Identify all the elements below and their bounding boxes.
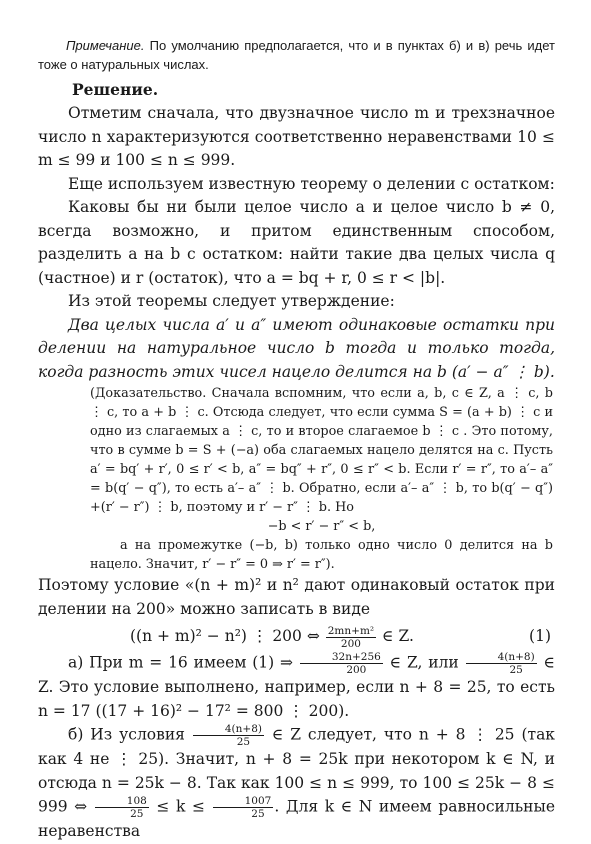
part-b-fraction-3 (213, 795, 274, 820)
theorem-paragraph: Каковы бы ни были целое число a и целое число b ≠ 0, всегда возможно, и притом единственным способом, разделить a на b с остатком: найти такие два целых числа q (частное) и r (остаток), что a = bq + r, 0 ≤ r < |b|. (38, 198, 555, 287)
paragraph-4: Из этой теоремы следует утверждение: (68, 292, 395, 310)
equation-1 (38, 621, 555, 651)
note-label: Примечание. (66, 38, 145, 53)
paragraph-1: Отметим сначала, что двузначное число m и трехзначное число n характеризуются соответственно неравенствами 10 ≤ m ≤ 99 и 100 ≤ n ≤ 999. (38, 104, 555, 169)
part-a-text-2: ∈ Z, или (383, 653, 465, 672)
note-text: По умолчанию предполагается, что и в пунктах б) и в) речь идет тоже о натуральных числах. (38, 38, 555, 72)
paragraph-6: Поэтому условие «(n + m)² и n² дают одинаковый остаток при делении на 200» можно записать в виде (38, 576, 555, 618)
part-b-fraction-2 (95, 795, 149, 820)
part-b-paragraph (38, 723, 555, 844)
equation-1-body (130, 621, 414, 651)
part-a-paragraph (38, 651, 555, 723)
fraction-denominator: 25 (236, 736, 251, 748)
part-b-text-4: . Для k ∈ N имеем равносильные неравенства (38, 797, 556, 840)
eq1-left: ((n + m)² − n²) ⋮ 200 ⇔ (130, 627, 325, 645)
fraction-denominator: 200 (340, 637, 361, 650)
statement-paragraph: Два целых числа a′ и a″ имеют одинаковые остатки при делении на натуральное число b тогда и только тогда, когда разность этих чисел нацело делится на b (a′ − a″ ⋮ b). (38, 315, 555, 381)
eq1-fraction (326, 625, 376, 650)
note-paragraph (38, 36, 555, 74)
part-b-text-3: ≤ k ≤ (149, 797, 212, 816)
fraction-numerator: 1007 (213, 795, 274, 808)
fraction-numerator: 4(n+8) (466, 651, 537, 664)
part-a-fraction-2 (466, 651, 537, 676)
part-b-text-1: б) Из условия (68, 725, 192, 744)
fraction-numerator: 32n+256 (300, 651, 383, 664)
proof-inequality: −b < r′ − r″ < b, (267, 519, 376, 534)
fraction-numerator: 2mn+m² (327, 624, 375, 637)
fraction-denominator: 25 (130, 808, 144, 820)
equation-number: (1) (529, 627, 551, 645)
part-a-text-3: ∈ Z. Это условие выполнено, например, если n + 8 = 25, то есть n = 17 ((17 + 16)² − 17² = 800 ⋮ 200). (38, 653, 555, 720)
fraction-denominator: 25 (509, 664, 523, 676)
paragraph-2: Еще используем известную теорему о делении с остатком: (68, 174, 555, 193)
fraction-denominator: 25 (251, 808, 265, 820)
proof-text: (Доказательство. Сначала вспомним, что если a, b, c ∈ Z, a ⋮ c, b ⋮ c, то a + b ⋮ c. Отсюда следует, что если сумма S = (a + b) ⋮ c и одно из слагаемых a ⋮ c, то и второе слагаемое b ⋮ c . Это потому, что в сумме b = S + (−a) оба слагаемых нацело делятся на c. Пусть a′ = bq′ + r′, 0 ≤ r′ < b, a″ = bq″ + r″, 0 ≤ r″ < b. Если r′ = r″, то a′– a″ = b(q′ − q″), то есть a′– a″ ⋮ b. Обратно, если a′– a″ ⋮ b, то b(q′ − q″) +(r′ − r″) ⋮ b, поэтому и r′ − r″ ⋮ b. Но (90, 386, 553, 515)
solution-heading: Решение. (72, 80, 159, 99)
proof-conclusion: а на промежутке (−b, b) только одно число 0 делится на b нацело. Значит, r′ − r″ = 0 ⇒ r′ = r″). (90, 538, 553, 572)
fraction-numerator: 4(n+8) (193, 723, 264, 736)
fraction-numerator: 108 (95, 795, 149, 808)
part-a-text-1: а) При m = 16 имеем (1) ⇒ (68, 653, 299, 672)
part-b-text-2: ∈ Z следует, что n + 8 ⋮ 25 (так как 4 не ⋮ 25). Значит, n + 8 = 25k при некотором k ∈ N, и отсюда n = 25k − 8. Так как 100 ≤ n ≤ 999, то 100 ≤ 25k − 8 ≤ 999 ⇔ (38, 725, 555, 816)
fraction-denominator: 200 (346, 664, 367, 676)
document-page (38, 36, 555, 844)
part-a-fraction-1 (300, 651, 383, 676)
eq1-right: ∈ Z. (377, 627, 414, 645)
part-b-fraction-1 (193, 723, 264, 748)
